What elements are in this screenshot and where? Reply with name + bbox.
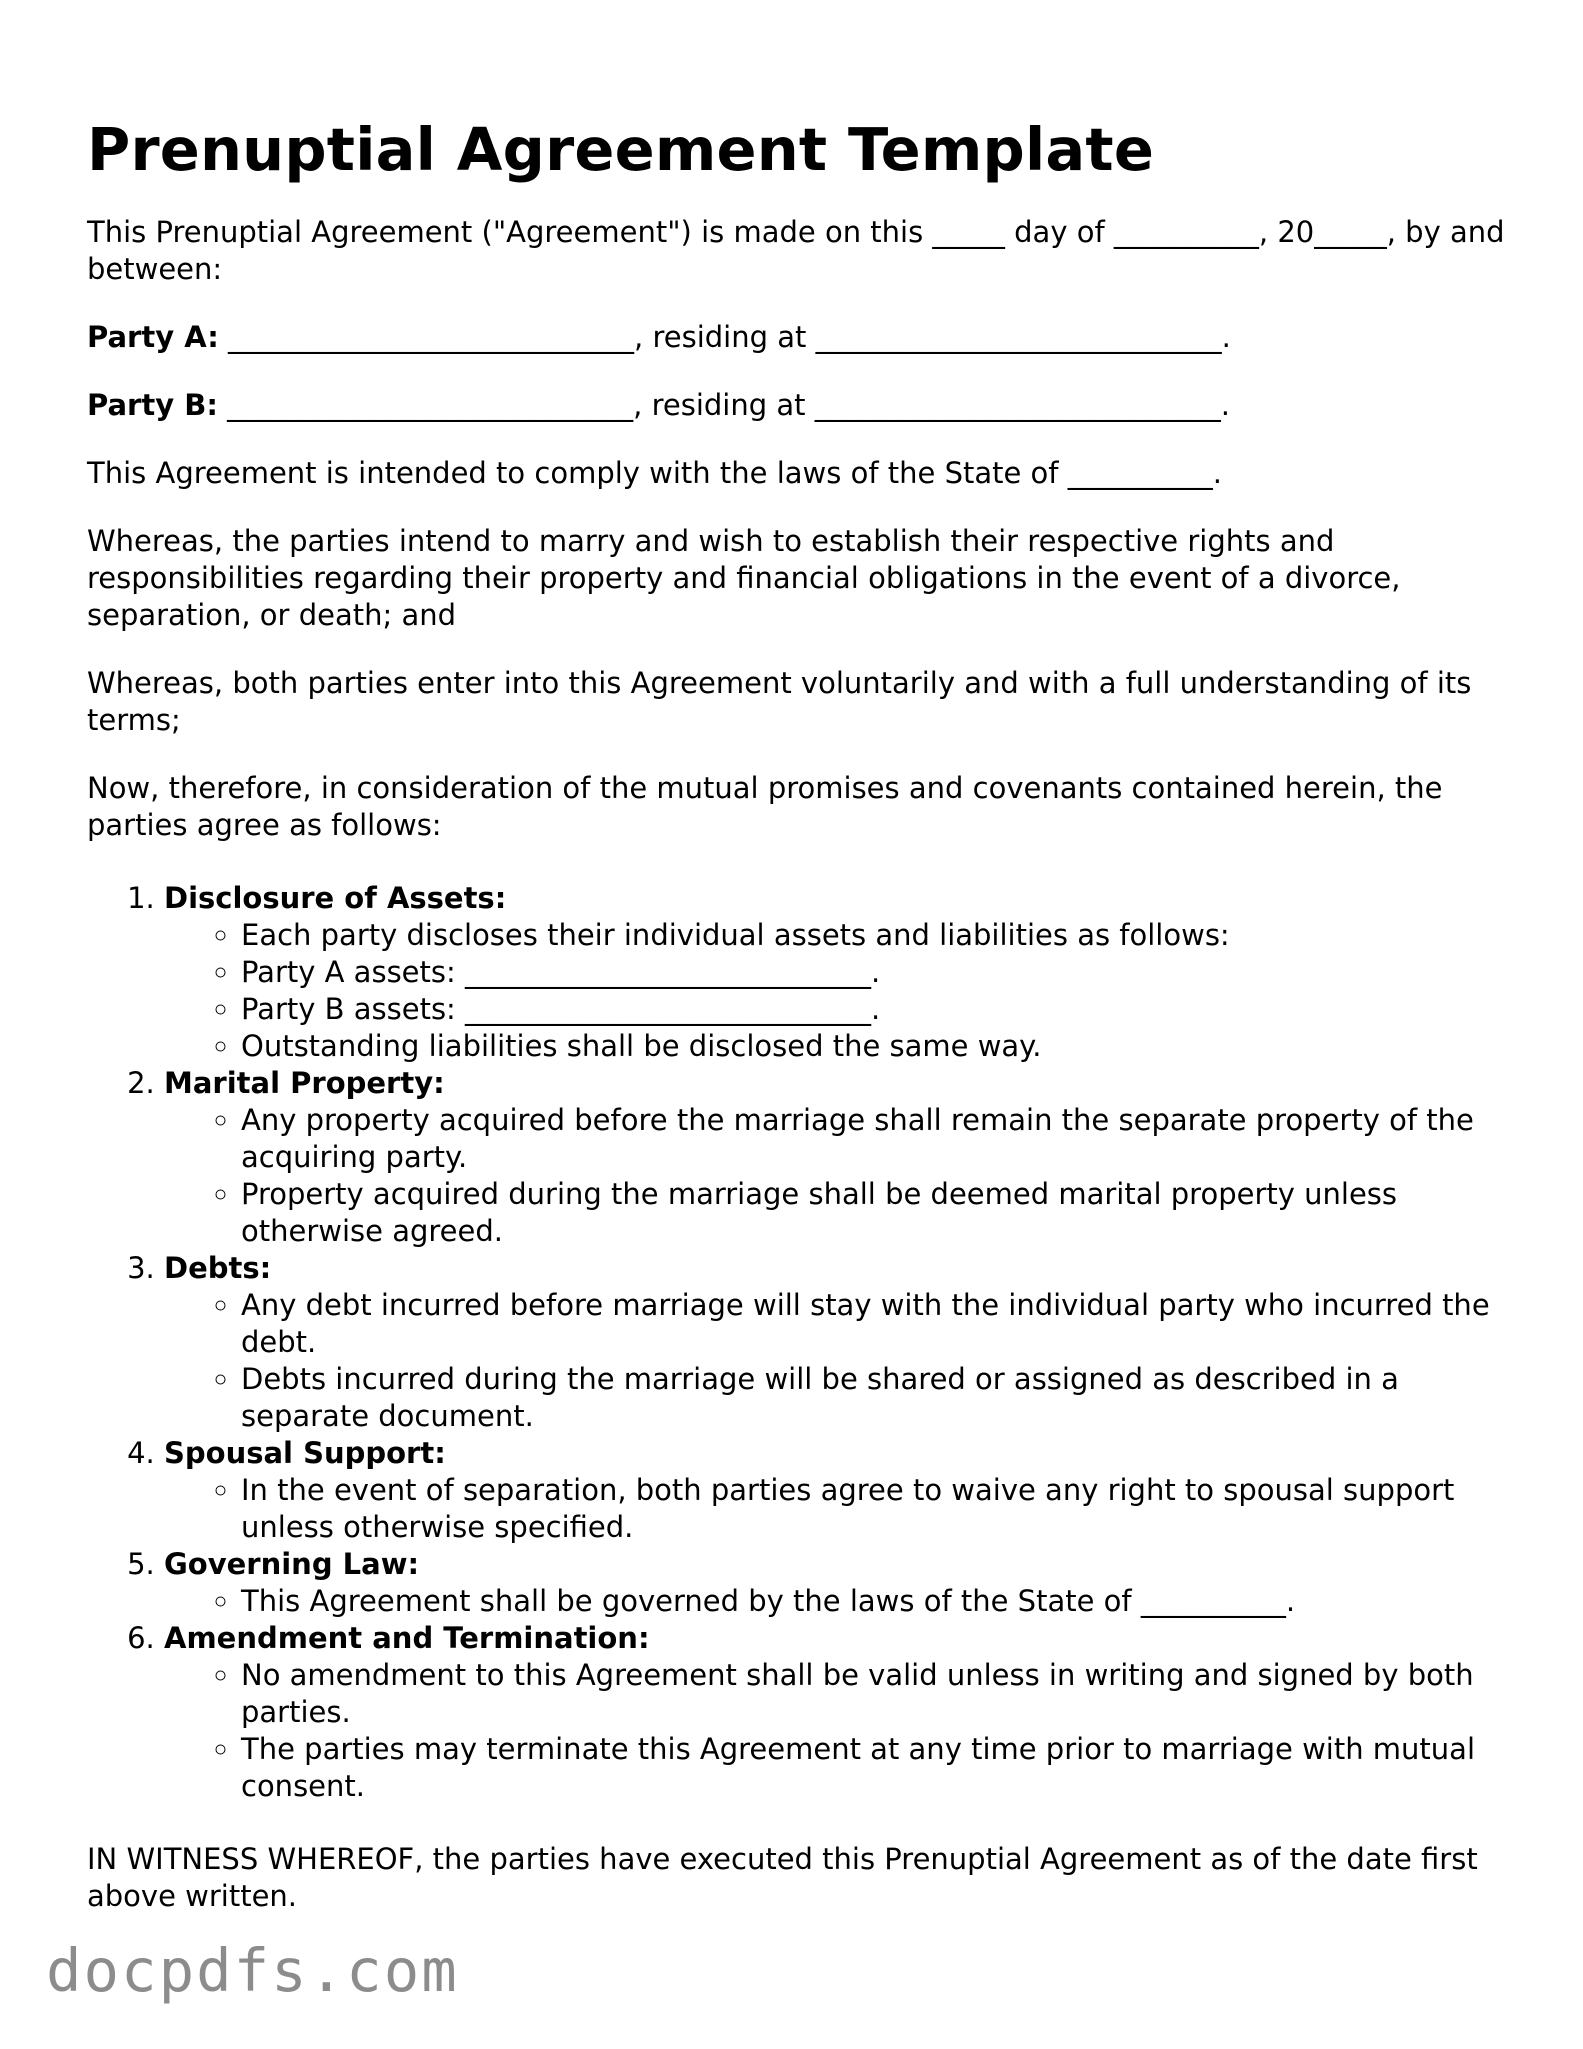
clause-heading: Marital Property: xyxy=(164,1066,445,1100)
party-b-line xyxy=(87,387,1507,424)
party-a-fields: ____________________________, residing at ____________________________. xyxy=(218,320,1231,354)
clause-sub-item: ◦ Party A assets: ____________________________. xyxy=(241,954,1507,991)
clause-item xyxy=(164,880,1507,1065)
governing-intro-paragraph: This Agreement is intended to comply with the laws of the State of __________. xyxy=(87,456,1222,490)
party-b-fields: ____________________________, residing at ____________________________. xyxy=(217,388,1230,422)
clause-sub-item: ◦ In the event of separation, both parties agree to waive any right to spousal support unless otherwise specified. xyxy=(241,1472,1507,1546)
clause-sub-list xyxy=(164,917,1507,1065)
party-a-label: Party A: xyxy=(87,320,219,354)
intro-paragraph: This Prenuptial Agreement ("Agreement") is made on this _____ day of __________, 20_____, by and between: xyxy=(87,215,1505,286)
clause-sub-item: ◦ Property acquired during the marriage shall be deemed marital property unless otherwise agreed. xyxy=(241,1176,1507,1250)
clause-sub-item: ◦ Any property acquired before the marriage shall remain the separate property of the acquiring party. xyxy=(241,1102,1507,1176)
clause-sub-list xyxy=(164,1102,1507,1250)
clause-sub-item: ◦ No amendment to this Agreement shall be valid unless in writing and signed by both parties. xyxy=(241,1657,1507,1731)
clause-sub-list xyxy=(164,1287,1507,1435)
clause-sub-item: ◦ Any debt incurred before marriage will stay with the individual party who incurred the debt. xyxy=(241,1287,1507,1361)
clause-item xyxy=(164,1065,1507,1250)
clause-heading: Debts: xyxy=(164,1251,272,1285)
whereas-paragraph-1: Whereas, the parties intend to marry and wish to establish their respective rights and responsibilities regarding their property and financial obligations in the event of a divorce, separation, or death; and xyxy=(87,524,1401,632)
clause-heading: Governing Law: xyxy=(164,1547,420,1581)
watermark-logo: docpdfs.com xyxy=(46,1936,459,2005)
clause-sub-list xyxy=(164,1583,1507,1620)
clause-heading: Amendment and Termination: xyxy=(164,1621,650,1655)
whereas-paragraph-2: Whereas, both parties enter into this Agreement voluntarily and with a full understanding of its terms; xyxy=(87,666,1472,737)
clause-item xyxy=(164,1250,1507,1435)
clause-sub-item: ◦ Debts incurred during the marriage will be shared or assigned as described in a separate document. xyxy=(241,1361,1507,1435)
clause-item xyxy=(164,1546,1507,1620)
clause-sub-item: ◦ The parties may terminate this Agreement at any time prior to marriage with mutual consent. xyxy=(241,1731,1507,1805)
now-therefore-paragraph: Now, therefore, in consideration of the mutual promises and covenants contained herein, the parties agree as follows: xyxy=(87,771,1443,842)
document-title: Prenuptial Agreement Template xyxy=(87,115,1155,184)
clause-sub-item: ◦ Party B assets: ____________________________. xyxy=(241,991,1507,1028)
clause-item xyxy=(164,1435,1507,1546)
clauses-list xyxy=(87,880,1507,1805)
party-a-line xyxy=(87,319,1507,356)
clause-sub-item: ◦ This Agreement shall be governed by the laws of the State of __________. xyxy=(241,1583,1507,1620)
clause-item xyxy=(164,1620,1507,1805)
clause-heading: Disclosure of Assets: xyxy=(164,881,507,915)
party-b-label: Party B: xyxy=(87,388,218,422)
document-page xyxy=(87,108,1507,1946)
clause-sub-list xyxy=(164,1657,1507,1805)
closing-paragraph: IN WITNESS WHEREOF, the parties have executed this Prenuptial Agreement as of the date first above written. xyxy=(87,1842,1478,1913)
clause-sub-list xyxy=(164,1472,1507,1546)
clause-sub-item: ◦ Each party discloses their individual assets and liabilities as follows: xyxy=(241,917,1507,954)
clause-heading: Spousal Support: xyxy=(164,1436,446,1470)
clause-sub-item: ◦ Outstanding liabilities shall be disclosed the same way. xyxy=(241,1028,1507,1065)
